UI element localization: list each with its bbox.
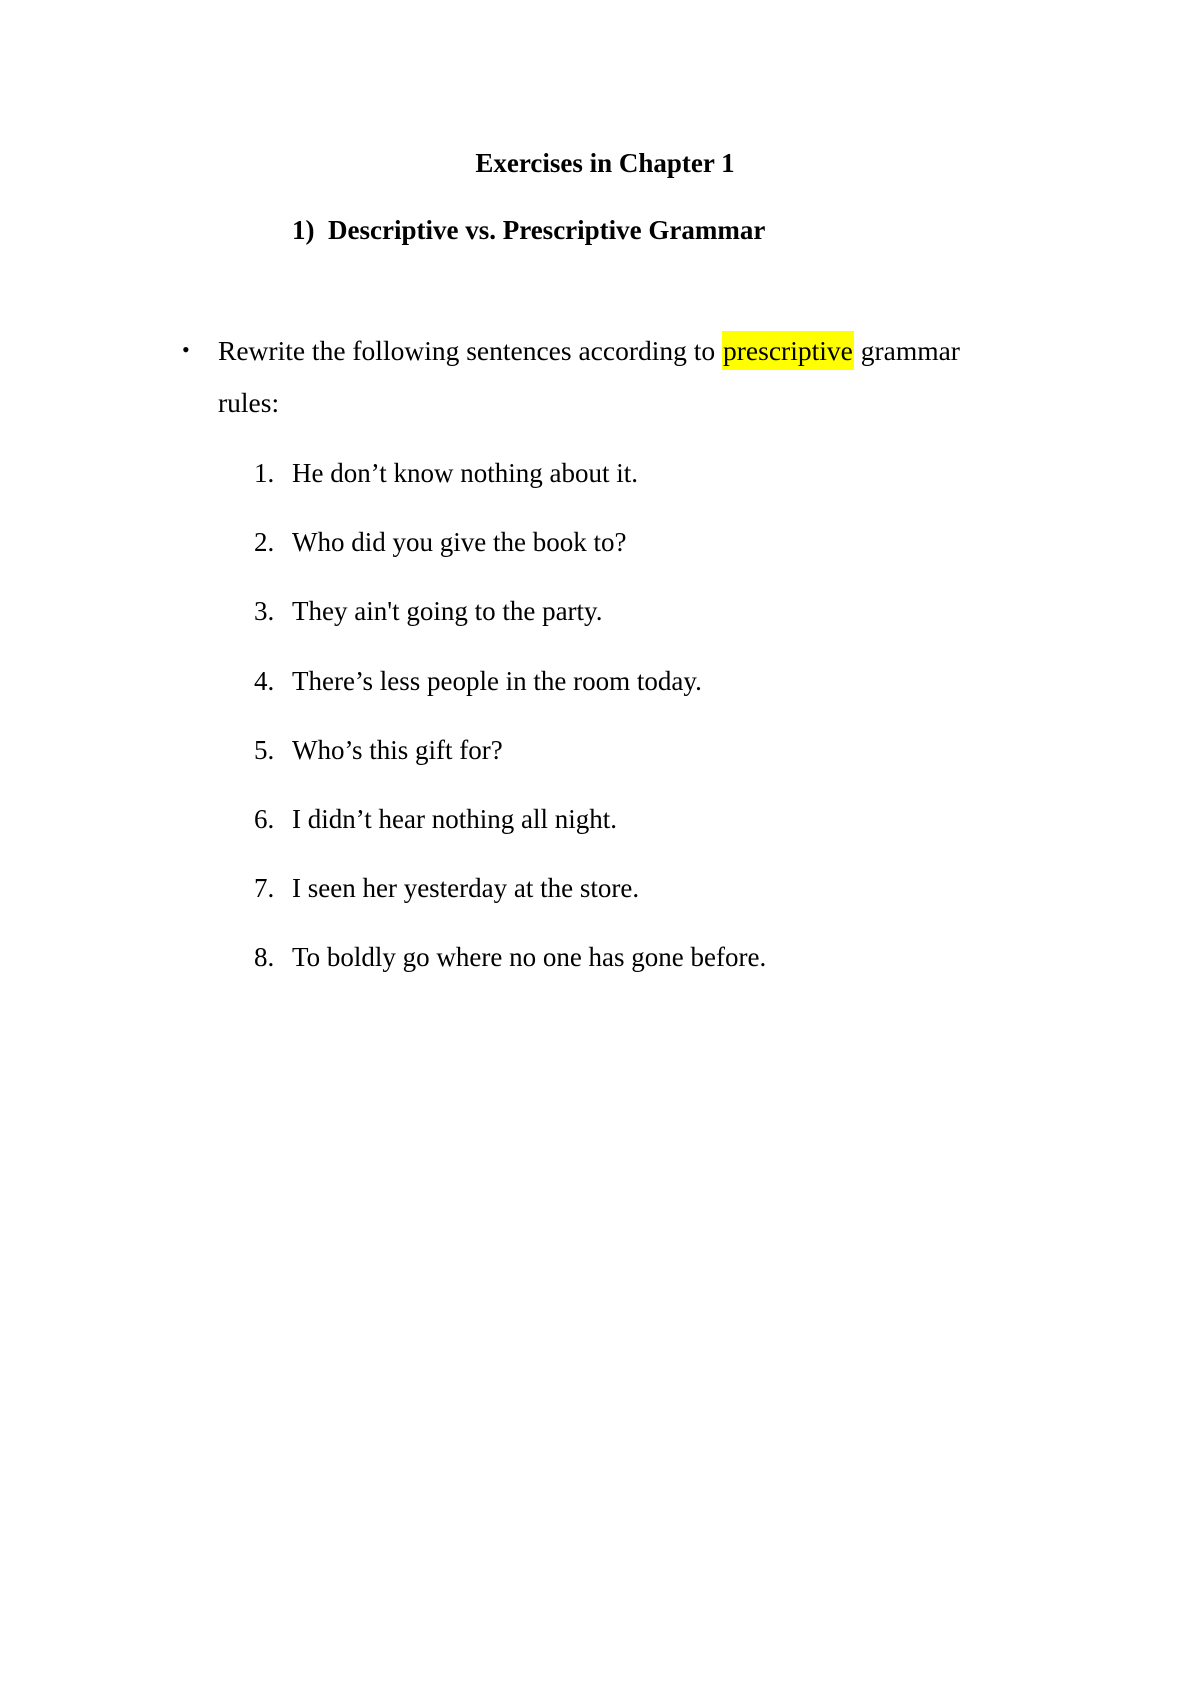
item-text: Who’s this gift for?	[292, 735, 503, 765]
list-item	[254, 598, 603, 625]
list-item	[254, 668, 702, 695]
item-text: To boldly go where no one has gone before.	[292, 942, 767, 972]
instruction-after: grammar	[860, 335, 960, 366]
item-text: Who did you give the book to?	[292, 527, 627, 557]
item-text: I didn’t hear nothing all night.	[292, 804, 617, 834]
list-item	[254, 875, 639, 902]
item-number: 7.	[254, 873, 275, 903]
item-number: 3.	[254, 596, 275, 626]
list-item	[254, 529, 626, 556]
bullet-icon: •	[182, 337, 190, 362]
item-text: They ain't going to the party.	[292, 596, 603, 626]
instruction-text	[218, 337, 960, 365]
instruction-before: Rewrite the following sentences according to	[218, 335, 716, 366]
item-text: There’s less people in the room today.	[292, 666, 702, 696]
list-item	[254, 460, 638, 487]
item-number: 4.	[254, 666, 275, 696]
item-number: 1.	[254, 458, 275, 488]
instruction-continuation: rules:	[218, 387, 280, 418]
section-title: Descriptive vs. Prescriptive Grammar	[328, 215, 766, 245]
item-number: 5.	[254, 735, 275, 765]
list-item	[254, 737, 503, 764]
highlighted-word: prescriptive	[722, 331, 854, 370]
item-text: I seen her yesterday at the store.	[292, 873, 640, 903]
item-number: 2.	[254, 527, 275, 557]
item-number: 8.	[254, 942, 275, 972]
document-title: Exercises in Chapter 1	[475, 148, 735, 178]
item-number: 6.	[254, 804, 275, 834]
section-heading	[292, 217, 765, 244]
section-number: 1)	[292, 215, 315, 245]
list-item	[254, 806, 617, 833]
list-item	[254, 944, 766, 971]
item-text: He don’t know nothing about it.	[292, 458, 638, 488]
